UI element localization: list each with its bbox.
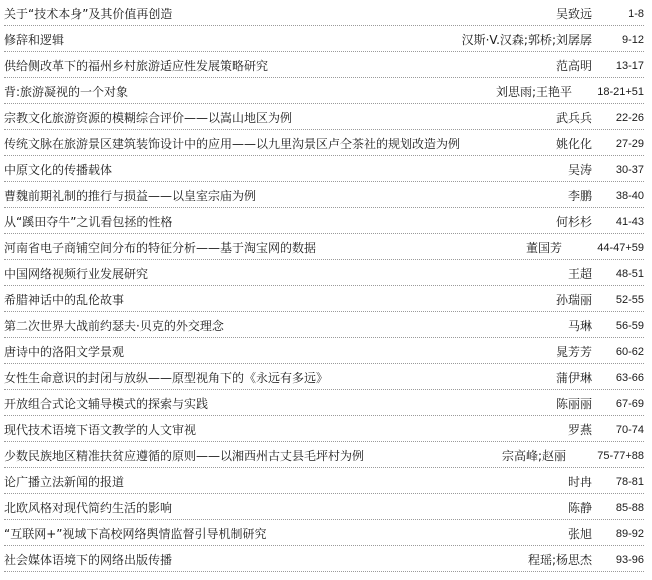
toc-author: 陈静	[567, 501, 592, 515]
toc-title[interactable]: 宗教文化旅游资源的模糊综合评价——以嵩山地区为例	[4, 111, 293, 125]
toc-title[interactable]: 少数民族地区精准扶贫应遵循的原则——以湘西州古丈县毛坪村为例	[4, 449, 365, 463]
toc-author: 宗高峰;赵丽	[501, 449, 566, 463]
toc-pages: 60-62	[615, 346, 644, 358]
toc-author: 董国芳	[525, 241, 562, 255]
toc-title[interactable]: 论广播立法新闻的报道	[4, 475, 125, 489]
toc-row[interactable]	[4, 494, 644, 520]
toc-pages: 1-8	[628, 8, 644, 20]
toc-pages: 85-88	[615, 502, 644, 514]
toc-author: 孙瑞丽	[555, 293, 592, 307]
toc-title[interactable]: 曹魏前期礼制的推行与损益——以皇室宗庙为例	[4, 189, 257, 203]
toc-row[interactable]	[4, 416, 644, 442]
toc-pages: 70-74	[615, 424, 644, 436]
toc-title[interactable]: 中原文化的传播载体	[4, 163, 113, 177]
toc-title[interactable]: 社会媒体语境下的网络出版传播	[4, 553, 173, 567]
toc-title[interactable]: 传统文脉在旅游景区建筑装饰设计中的应用——以九里沟景区卢仝茶社的规划改造为例	[4, 137, 461, 151]
toc-pages: 78-81	[615, 476, 644, 488]
toc-pages: 89-92	[615, 528, 644, 540]
toc-pages: 38-40	[615, 190, 644, 202]
toc-pages: 52-55	[615, 294, 644, 306]
toc-author: 马琳	[567, 319, 592, 333]
toc-pages: 63-66	[615, 372, 644, 384]
toc-author: 刘思雨;王艳平	[495, 85, 572, 99]
toc-title[interactable]: 关于“技术本身”及其价值再创造	[4, 7, 173, 21]
toc-pages: 9-12	[621, 34, 644, 46]
toc-title[interactable]: 河南省电子商铺空间分布的特征分析——基于淘宝网的数据	[4, 241, 317, 255]
toc-pages: 48-51	[615, 268, 644, 280]
toc-author: 蒲伊琳	[555, 371, 592, 385]
toc-title[interactable]: 供给侧改革下的福州乡村旅游适应性发展策略研究	[4, 59, 269, 73]
toc-author: 姚化化	[555, 137, 592, 151]
toc-title[interactable]: 背:旅游凝视的一个对象	[4, 85, 129, 99]
toc-row[interactable]	[4, 442, 644, 468]
toc-author: 范高明	[555, 59, 592, 73]
toc-row[interactable]	[4, 104, 644, 130]
toc-author: 吴致远	[555, 7, 592, 21]
toc-title[interactable]: 希腊神话中的乱伦故事	[4, 293, 125, 307]
toc-title[interactable]: 修辞和逻辑	[4, 33, 65, 47]
toc-row[interactable]	[4, 234, 644, 260]
toc-row[interactable]	[4, 208, 644, 234]
toc-pages: 67-69	[615, 398, 644, 410]
toc-row[interactable]	[4, 182, 644, 208]
toc-row[interactable]	[4, 338, 644, 364]
toc-row[interactable]	[4, 364, 644, 390]
toc-author: 时冉	[567, 475, 592, 489]
toc-pages: 13-17	[615, 60, 644, 72]
toc-row[interactable]	[4, 468, 644, 494]
toc-title[interactable]: 女性生命意识的封闭与放纵——原型视角下的《永远有多远》	[4, 371, 329, 385]
toc-author: 武兵兵	[555, 111, 592, 125]
toc-row[interactable]	[4, 520, 644, 546]
toc-row[interactable]	[4, 0, 644, 26]
toc-row[interactable]	[4, 286, 644, 312]
toc-title[interactable]: 唐诗中的洛阳文学景观	[4, 345, 125, 359]
toc-title[interactable]: 从“蹊田夺牛”之讥看包拯的性格	[4, 215, 173, 229]
toc-title[interactable]: 第二次世界大战前约瑟夫·贝克的外交理念	[4, 319, 224, 333]
toc-row[interactable]	[4, 78, 644, 104]
toc-row[interactable]	[4, 52, 644, 78]
toc-row[interactable]	[4, 156, 644, 182]
toc-pages: 27-29	[615, 138, 644, 150]
toc-title[interactable]: “互联网+”视域下高校网络舆情监督引导机制研究	[4, 527, 267, 541]
toc-author: 罗燕	[567, 423, 592, 437]
toc-author: 王超	[567, 267, 592, 281]
toc-title[interactable]: 中国网络视频行业发展研究	[4, 267, 149, 281]
toc-author: 晁芳芳	[555, 345, 592, 359]
toc-author: 何杉杉	[555, 215, 592, 229]
toc-row[interactable]	[4, 26, 644, 52]
toc-pages: 41-43	[615, 216, 644, 228]
toc-title[interactable]: 现代技术语境下语文教学的人文审视	[4, 423, 197, 437]
toc-pages: 75-77+88	[597, 450, 644, 462]
toc-author: 张旭	[567, 527, 592, 541]
toc-author: 吴涛	[567, 163, 592, 177]
toc-author: 陈丽丽	[555, 397, 592, 411]
toc-author: 汉斯·V.汉森;郭桥;刘孱孱	[461, 33, 592, 47]
toc-pages: 30-37	[615, 164, 644, 176]
toc-author: 程瑶;杨思杰	[527, 553, 592, 567]
toc-pages: 22-26	[615, 112, 644, 124]
toc-row[interactable]	[4, 130, 644, 156]
toc-row[interactable]	[4, 312, 644, 338]
toc-pages: 56-59	[615, 320, 644, 332]
toc-title[interactable]: 北欧风格对现代简约生活的影响	[4, 501, 173, 515]
toc-pages: 93-96	[615, 554, 644, 566]
toc-author: 李鹏	[567, 189, 592, 203]
toc-row[interactable]	[4, 546, 644, 572]
toc-row[interactable]	[4, 390, 644, 416]
toc-row[interactable]	[4, 260, 644, 286]
toc-pages: 18-21+51	[597, 86, 644, 98]
toc-pages: 44-47+59	[597, 242, 644, 254]
toc-title[interactable]: 开放组合式论文辅导模式的探索与实践	[4, 397, 209, 411]
